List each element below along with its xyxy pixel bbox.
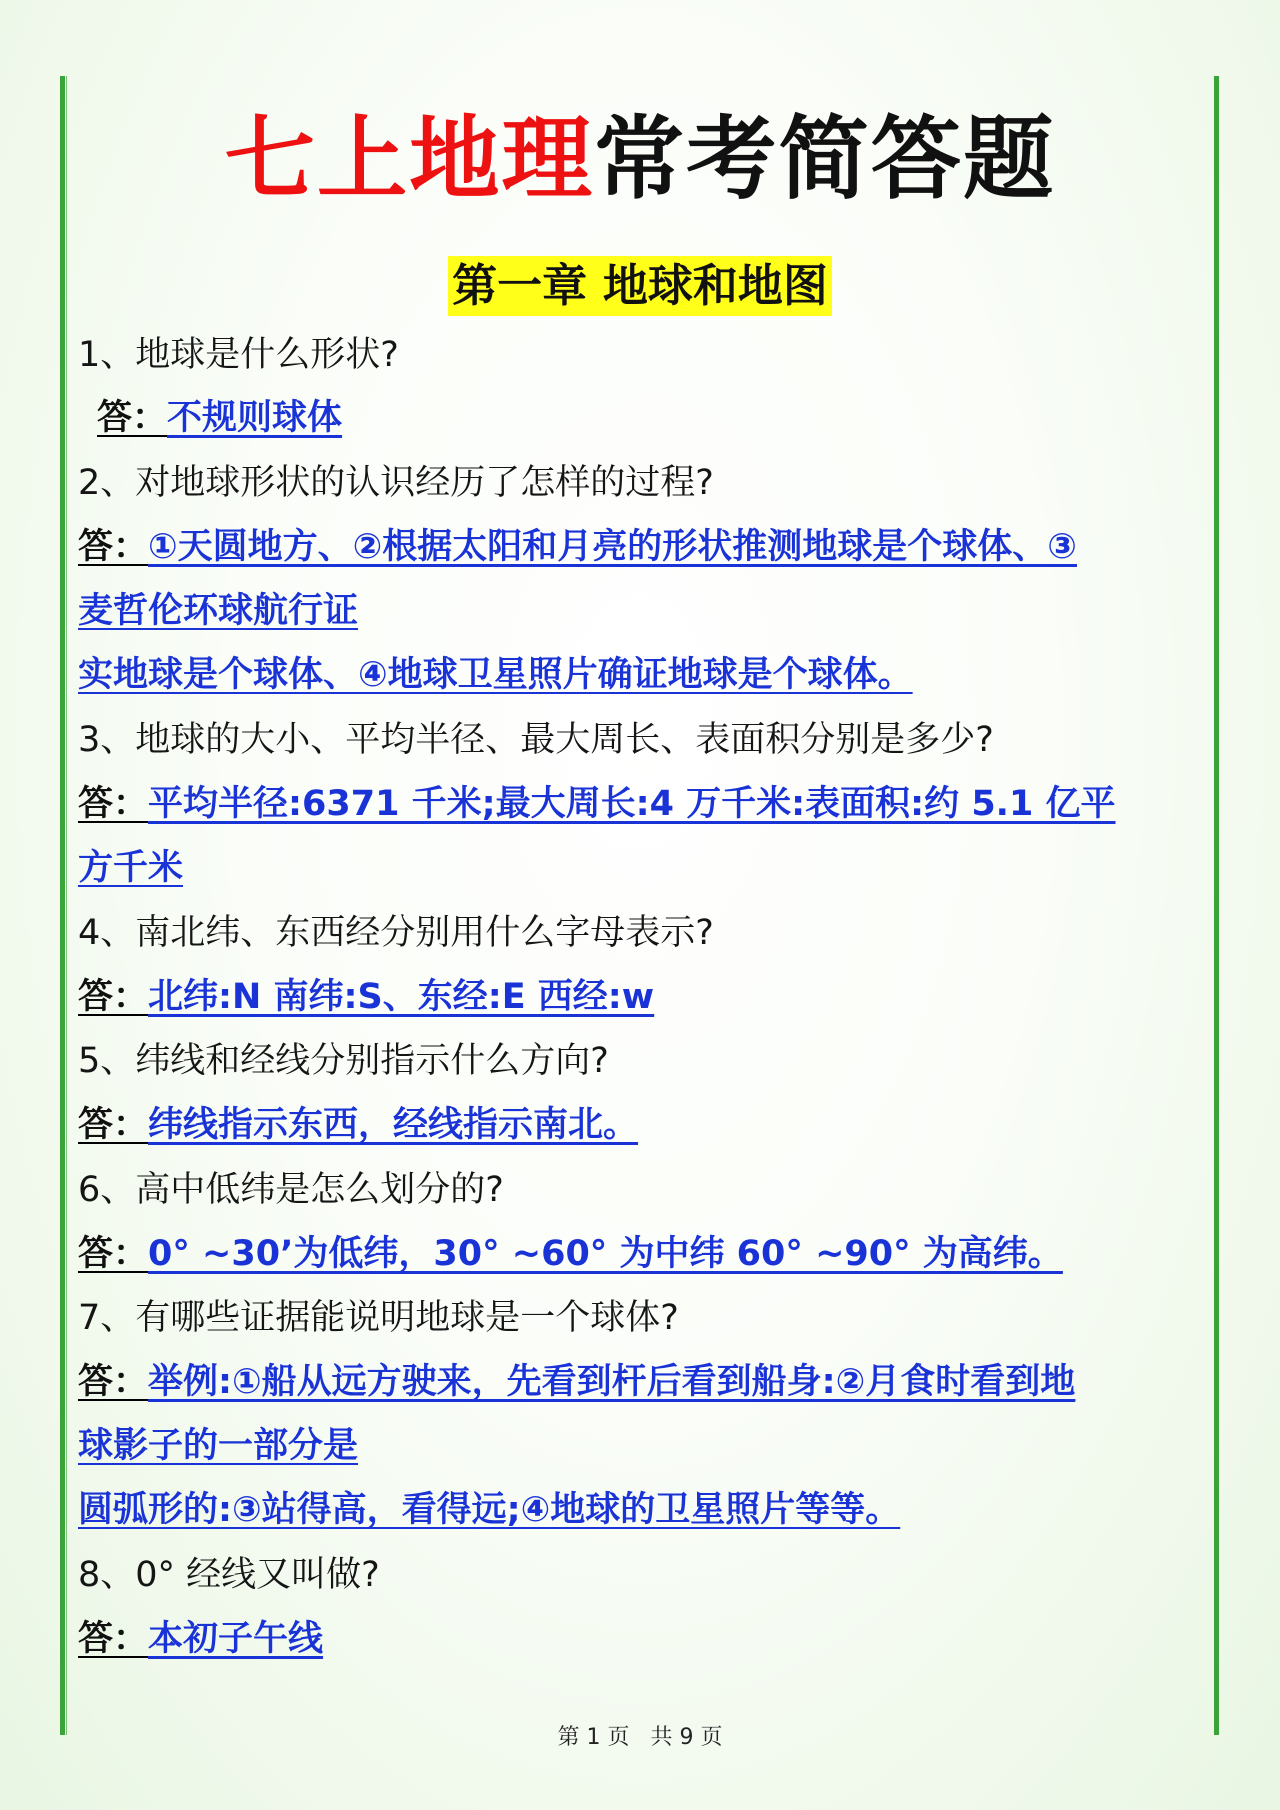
question-8: 8、0° 经线又叫做? xyxy=(78,1555,380,1595)
answer-3 xyxy=(78,779,1116,829)
answer-label: 答： xyxy=(78,1619,149,1659)
answer-6-text: 0° ~30’为低纬，30° ~60° 为中纬 60° ~90° 为高纬。 xyxy=(148,1234,1063,1274)
answer-label: 答： xyxy=(78,1234,149,1274)
answer-2 xyxy=(78,522,1077,572)
answer-label: 答： xyxy=(97,398,168,438)
chapter-heading-text: 第一章 地球和地图 xyxy=(448,256,832,316)
answer-8 xyxy=(78,1614,323,1664)
answer-2-line-2: 麦哲伦环球航行证 xyxy=(78,591,359,631)
answer-7-text-line-1: 举例:①船从远方驶来，先看到杆后看到船身:②月食时看到地 xyxy=(148,1362,1076,1402)
answer-2-line-3: 实地球是个球体、④地球卫星照片确证地球是个球体。 xyxy=(78,655,913,695)
answer-4 xyxy=(78,972,654,1022)
answer-label: 答： xyxy=(78,1362,149,1402)
answer-3-text-line-1: 平均半径:6371 千米;最大周长:4 万千米:表面积:约 5.1 亿平 xyxy=(148,784,1116,824)
answer-2-text-line-1: ①天圆地方、②根据太阳和月亮的形状推测地球是个球体、③ xyxy=(148,527,1077,567)
answer-label: 答： xyxy=(78,784,149,824)
answer-7-line-2: 球影子的一部分是 xyxy=(78,1426,359,1466)
question-1: 1、地球是什么形状? xyxy=(78,335,399,375)
question-3: 3、地球的大小、平均半径、最大周长、表面积分别是多少? xyxy=(78,720,994,760)
title-red-part: 七上地理 xyxy=(224,107,594,212)
right-border-rule xyxy=(1214,76,1219,1735)
page-number-footer: 第 1 页 共 9 页 xyxy=(557,1725,723,1750)
question-5: 5、纬线和经线分别指示什么方向? xyxy=(78,1041,609,1081)
answer-7-line-3: 圆弧形的:③站得高，看得远;④地球的卫星照片等等。 xyxy=(78,1490,901,1530)
question-6: 6、高中低纬是怎么划分的? xyxy=(78,1170,504,1210)
question-7: 7、有哪些证据能说明地球是一个球体? xyxy=(78,1298,679,1338)
answer-label: 答： xyxy=(78,1105,149,1145)
title-black-part: 常考简答题 xyxy=(593,107,1056,212)
answer-5 xyxy=(78,1100,638,1150)
answer-label: 答： xyxy=(78,977,149,1017)
answer-6 xyxy=(78,1229,1063,1279)
answer-label: 答： xyxy=(78,527,149,567)
answer-5-text: 纬线指示东西，经线指示南北。 xyxy=(148,1105,639,1145)
left-border-rule xyxy=(60,76,65,1735)
question-4: 4、南北纬、东西经分别用什么字母表示? xyxy=(78,913,714,953)
answer-4-text: 北纬:N 南纬:S、东经:E 西经:w xyxy=(148,977,655,1017)
answer-1-text: 不规则球体 xyxy=(167,398,343,438)
chapter-heading xyxy=(0,256,1280,316)
answer-7 xyxy=(78,1357,1075,1407)
answer-1 xyxy=(97,393,342,443)
question-2: 2、对地球形状的认识经历了怎样的过程? xyxy=(78,463,714,503)
answer-3-line-2: 方千米 xyxy=(78,848,184,888)
answer-8-text: 本初子午线 xyxy=(148,1619,324,1659)
page-title xyxy=(0,100,1280,220)
